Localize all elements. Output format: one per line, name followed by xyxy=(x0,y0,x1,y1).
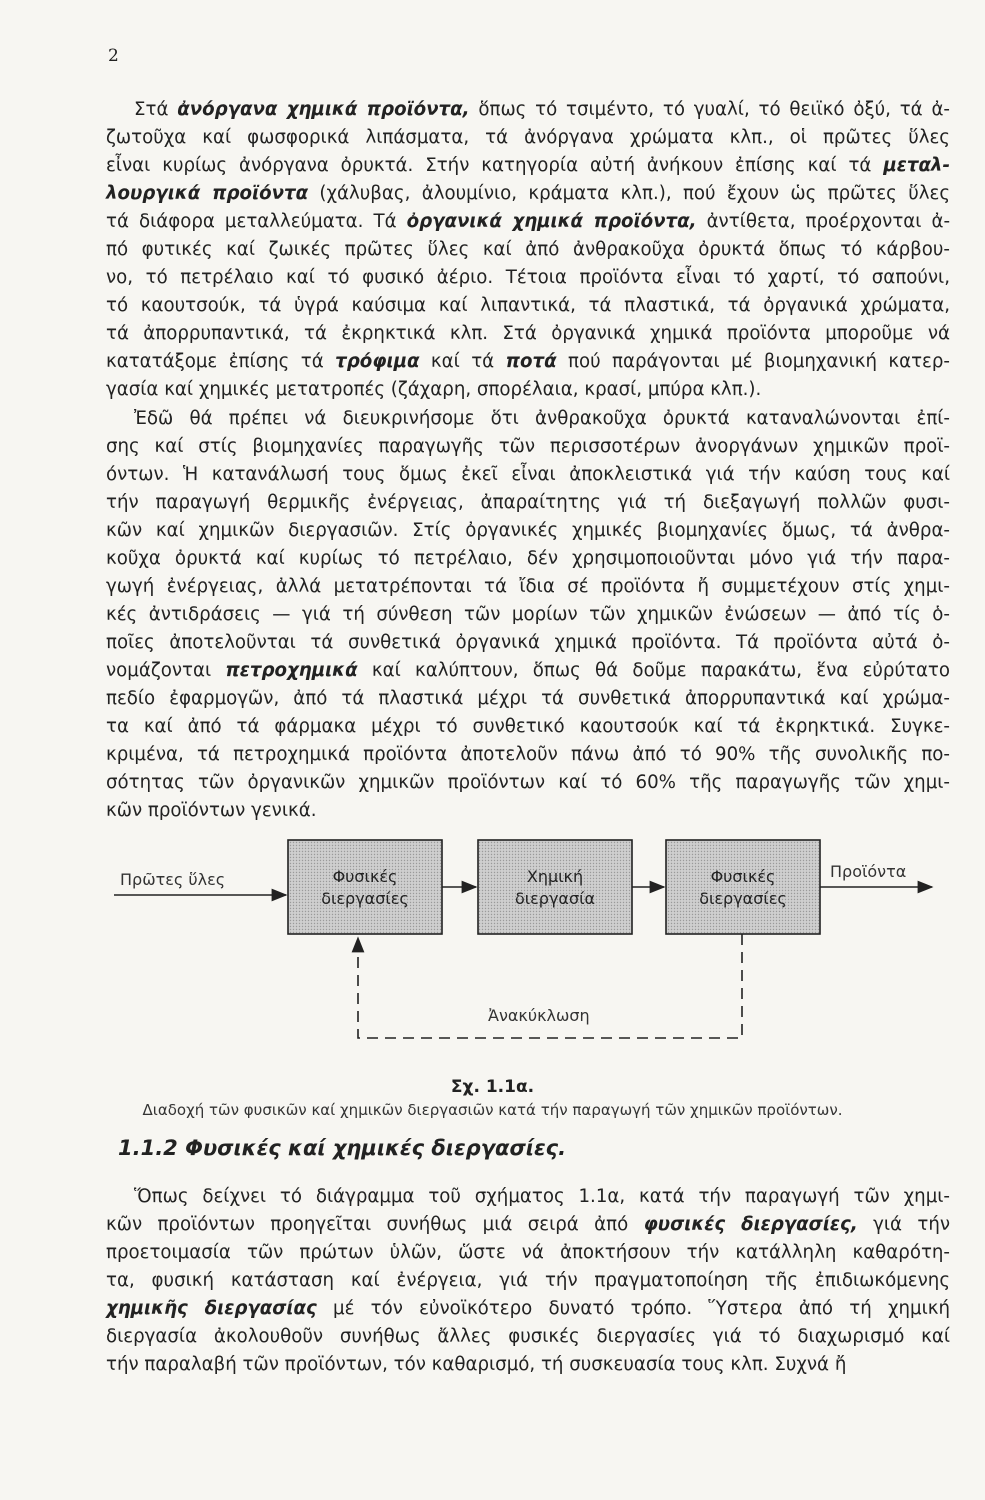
text-line: τό καουτσούκ, τά ὑγρά καύσιμα καί λιπαντικά, τά πλαστικά, τά ὀργανικά χρώματα, xyxy=(106,295,950,316)
section-heading: 1.1.2 Φυσικές καί χημικές διεργασίες. xyxy=(118,1136,567,1160)
keyword: ὀργανικά χημικά προϊόντα, xyxy=(406,211,697,232)
box-3-label xyxy=(666,866,820,910)
box-3-line-1: Φυσικές xyxy=(710,867,776,886)
text-line: κατατάξομε ἐπίσης τά τρόφιμα καί τά ποτά πού παράγονται μέ βιομηχανική κατερ- xyxy=(106,351,950,372)
text-line: εἶναι κυρίως ἀνόργανα ὀρυκτά. Στήν κατηγορία αὐτή ἀνήκουν ἐπίσης καί τά μεταλ- xyxy=(106,155,950,176)
text-line: κῶν καί χημικῶν διεργασιῶν. Στίς ὀργανικές χημικές βιομηχανίες ὅμως, τά ἀνθρα- xyxy=(106,520,950,541)
box-2-line-1: Χημική xyxy=(526,867,584,886)
text-line: νομάζονται πετροχημικά καί καλύπτουν, ὅπως θά δοῦμε παρακάτω, ἕνα εὐρύτατο xyxy=(106,660,951,681)
text-line: χημικῆς διεργασίας μέ τόν εὐνοϊκότερο δυνατό τρόπο. Ὕστερα ἀπό τή χημική xyxy=(106,1298,950,1319)
keyword: φυσικές διεργασίες, xyxy=(643,1214,858,1235)
text-line: γασία καί χημικές μετατροπές (ζάχαρη, σπορέλαια, κρασί, μπύρα κλπ.). xyxy=(106,379,762,400)
box-2-line-2: διεργασία xyxy=(514,889,596,908)
text-line: κές ἀντιδράσεις — γιά τή σύνθεση τῶν μορίων τῶν χημικῶν ἐνώσεων — ἀπό τίς ὁ- xyxy=(106,604,950,625)
keyword: μεταλ- xyxy=(883,155,950,176)
text-line: διεργασία ἀκολουθοῦν συνήθως ἄλλες φυσικές διεργασίες γιά τό διαχωρισμό καί xyxy=(106,1326,950,1347)
text-line: ζωτοῦχα καί φωσφορικά λιπάσματα, τά ἀνόργανα χρώματα κλπ., οἱ πρῶτες ὕλες xyxy=(106,127,950,148)
text-line: γωγή ἐνέργειας, ἀλλά μετατρέπονται τά ἴδια σέ προϊόντα ἤ συμμετέχουν στίς χημι- xyxy=(106,576,950,597)
text-line: κῶν προϊόντων γενικά. xyxy=(106,800,317,821)
keyword: λουργικά προϊόντα xyxy=(106,183,309,204)
text-line: λουργικά προϊόντα (χάλυβας, ἀλουμίνιο, κράματα κλπ.), πού ἔχουν ὡς πρῶτες ὕλες xyxy=(106,183,950,204)
keyword: ἀνόργανα χημικά προϊόντα, xyxy=(177,99,470,120)
keyword: χημικῆς διεργασίας xyxy=(106,1298,317,1319)
text-line: σης καί στίς βιομηχανίες παραγωγῆς τῶν περισσοτέρων ἀνοργάνων χημικῶν προϊ- xyxy=(106,436,950,457)
text-line: πεδίο ἐφαρμογῶν, ἀπό τά πλαστικά μέχρι τά συνθετικά ἀπορρυπαντικά καί χρώμα- xyxy=(106,688,950,709)
text-line: προετοιμασία τῶν πρώτων ὑλῶν, ὥστε νά ἀποκτήσουν τήν κατάλληλη καθαρότη- xyxy=(106,1242,950,1263)
page-number: 2 xyxy=(108,46,119,66)
paragraph-1 xyxy=(106,96,950,404)
process-flow-diagram xyxy=(106,826,946,1056)
text-line: τήν παραγωγή θερμικῆς ἐνέργειας, ἀπαραίτητης γιά τή διεξαγωγή πολλῶν φυσι- xyxy=(106,492,950,513)
figure-number: Σχ. 1.1α. xyxy=(450,1077,535,1097)
text-line: Ὅπως δείχνει τό διάγραμμα τοῦ σχήματος 1.1α, κατά τήν παραγωγή τῶν χημι- xyxy=(134,1186,950,1207)
box-1-line-2: διεργασίες xyxy=(321,889,409,908)
text-line: κῶν προϊόντων προηγεῖται συνήθως μιά σειρά ἀπό φυσικές διεργασίες, γιά τήν xyxy=(106,1214,950,1235)
text-line: κριμένα, τά πετροχημικά προϊόντα ἀποτελοῦν πάνω ἀπό τό 90% τῆς συνολικῆς πο- xyxy=(106,744,950,765)
paragraph-3 xyxy=(106,1183,950,1379)
box-1-label xyxy=(288,866,442,910)
keyword: τρόφιμα xyxy=(335,351,420,372)
text-line: σότητας τῶν ὀργανικῶν χημικῶν προϊόντων καί τό 60% τῆς παραγωγῆς τῶν χημι- xyxy=(106,772,950,793)
text-line: όντων. Ἡ κατανάλωσή τους ὅμως ἐκεῖ εἶναι ἀποκλειστικά γιά τήν καύση τους καί xyxy=(106,464,950,485)
text-line: κοῦχα ὀρυκτά καί κυρίως τό πετρέλαιο, δέν χρησιμοποιοῦνται μόνο γιά τήν παρα- xyxy=(106,548,950,569)
text-line: πό φυτικές καί ζωικές πρῶτες ὕλες καί ἀπό ἀνθρακοῦχα ὀρυκτά ὅπως τό κάρβου- xyxy=(106,239,950,260)
text-line: τα, φυσική κατάσταση καί ἐνέργεια, γιά τήν πραγματοποίηση τῆς ἐπιδιωκόμενης xyxy=(106,1270,950,1291)
text-line: τήν παραλαβή τῶν προϊόντων, τόν καθαρισμό, τή συσκευασία τους κλπ. Συχνά ἤ xyxy=(106,1354,847,1375)
recycle-label: Ἀνακύκλωση xyxy=(488,1006,590,1025)
text-line: νο, τό πετρέλαιο καί τό φυσικό ἀέριο. Τέτοια προϊόντα εἶναι τό χαρτί, τό σαπούνι, xyxy=(106,267,950,288)
input-label: Πρῶτες ὕλες xyxy=(120,870,226,889)
text-line: ποῖες ἀποτελοῦνται τά συνθετικά ὀργανικά χημικά προϊόντα. Τά προϊόντα αὐτά ὀ- xyxy=(106,632,950,653)
text-line: τά διάφορα μεταλλεύματα. Τά ὀργανικά χημικά προϊόντα, ἀντίθετα, προέρχονται ἀ- xyxy=(106,211,951,232)
box-3-line-2: διεργασίες xyxy=(699,889,787,908)
keyword: ποτά xyxy=(505,351,557,372)
text-line: τα καί ἀπό τά φάρμακα μέχρι τό συνθετικό καουτσούκ καί τά ἐκρηκτικά. Συγκε- xyxy=(106,716,950,737)
text-line: Ἐδῶ θά πρέπει νά διευκρινήσομε ὅτι ἀνθρακοῦχα ὀρυκτά καταναλώνονται ἐπί- xyxy=(134,408,950,429)
keyword: πετροχημικά xyxy=(225,660,358,681)
text-line: τά ἀπορρυπαντικά, τά ἐκρηκτικά κλπ. Στά ὀργανικά χημικά προϊόντα μποροῦμε νά xyxy=(106,323,950,344)
output-label: Προϊόντα xyxy=(830,862,907,881)
box-2-label xyxy=(478,866,632,910)
figure-caption: Διαδοχή τῶν φυσικῶν καί χημικῶν διεργασιῶν κατά τήν παραγωγή τῶν χημικῶν προϊόντων. xyxy=(142,1101,843,1119)
box-1-line-1: Φυσικές xyxy=(332,867,398,886)
paragraph-2 xyxy=(106,405,950,825)
text-line: Στά ἀνόργανα χημικά προϊόντα, ὅπως τό τσιμέντο, τό γυαλί, τό θειϊκό ὀξύ, τά ἀ- xyxy=(134,99,950,120)
